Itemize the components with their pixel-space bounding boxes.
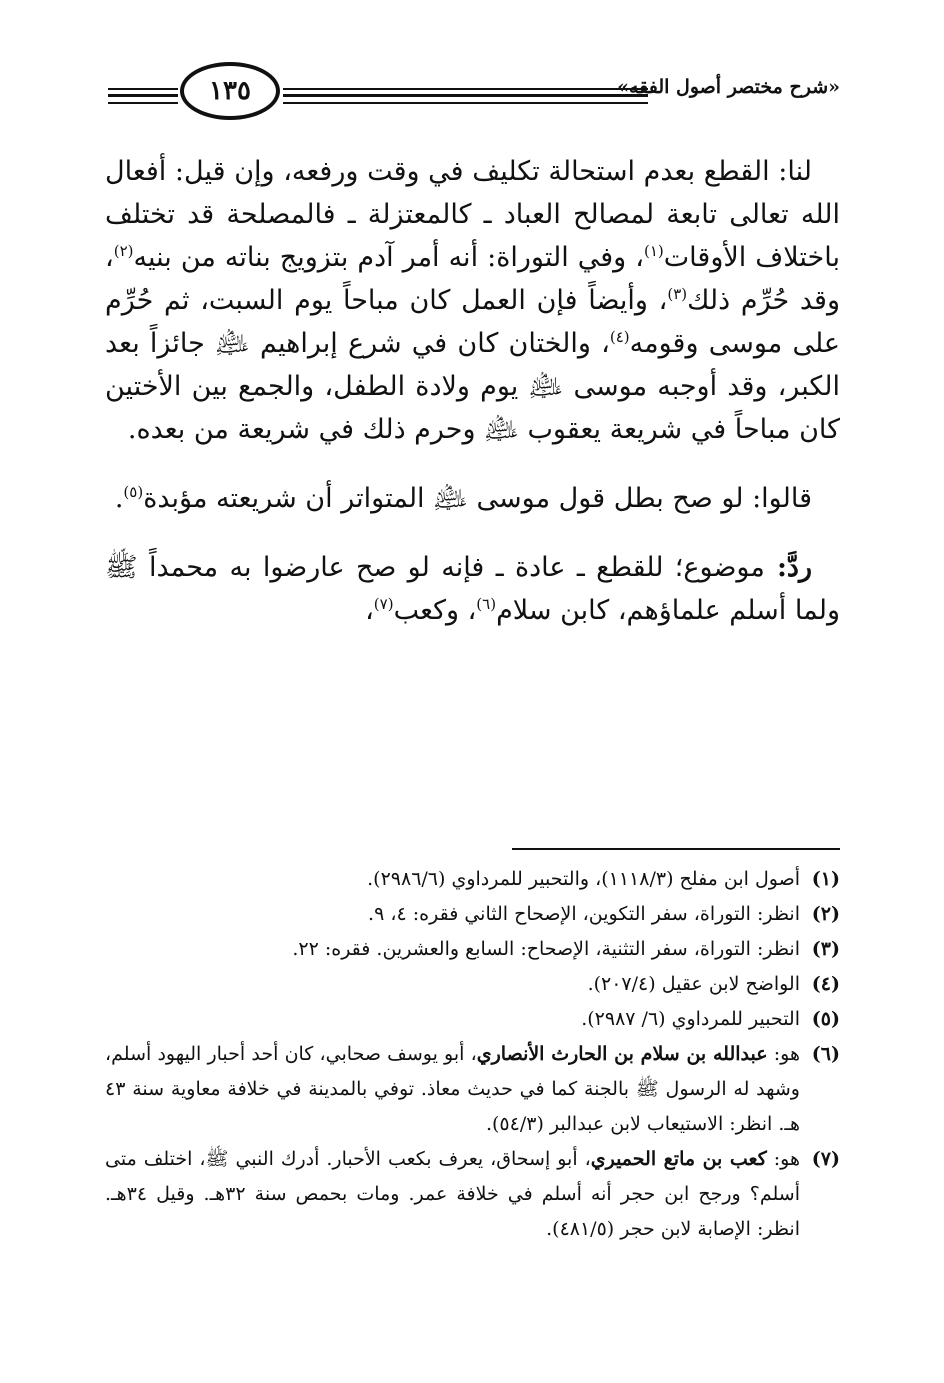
- footnote: [105, 932, 840, 967]
- footnote-number: (٤): [811, 973, 840, 995]
- paragraph: [105, 150, 840, 451]
- bold-text: ردَّ:: [764, 552, 812, 583]
- footnote-text: [105, 1142, 800, 1247]
- text-run: أصول ابن مفلح (١١١٨/٣)، والتحبير للمرداوي (٢٩٨٦/٦).: [367, 868, 800, 890]
- header-rule: [108, 102, 178, 104]
- text-run: ، أبو إسحاق، يعرف بكعب الأحبار. أدرك النبي ﷺ، اختلف متى أسلم؟ ورجح ابن حجر أنه أسلم في خلافة عمر. ومات بحمص سنة ٣٢هـ. وقيل ٣٤هـ. انظر: الإصابة لابن حجر (٤٨١/٥).: [105, 1148, 800, 1240]
- footnote-text: [105, 932, 800, 967]
- footnote-ref: (٢): [113, 242, 134, 260]
- text-run: الواضح لابن عقيل (٢٠٧/٤).: [587, 973, 800, 995]
- text-run: .: [114, 483, 124, 514]
- text-run: ، وقد حُرِّم ذلك: [105, 242, 840, 316]
- header-rule: [108, 88, 178, 90]
- footnote-number: (٣): [811, 938, 840, 960]
- text-run: ، وأيضاً فإن العمل كان مباحاً يوم السبت، ثم حُرِّم على موسى وقومه: [105, 285, 841, 359]
- paragraph: [105, 477, 840, 520]
- text-run: ، أبو يوسف صحابي، كان أحد أحبار اليهود أسلم، وشهد له الرسول ﷺ بالجنة كما في حديث معاذ. توفي بالمدينة في خلافة معاوية سنة ٤٣ هـ. انظر: الاستيعاب لابن عبدالبر (٥٤/٣).: [105, 1043, 800, 1135]
- footnote: [105, 967, 840, 1002]
- footnote-text: [105, 967, 800, 1002]
- footnote-text: [105, 1037, 800, 1142]
- footnote-number: (٦): [811, 1043, 840, 1065]
- page-number: ١٣٥: [180, 62, 280, 120]
- text-run: لنا: القطع بعدم استحالة تكليف في وقت ورفعه، وإن قيل: أفعال الله تعالى تابعة لمصالح العباد ـ كالمعتزلة ـ فالمصلحة قد تختلف باختلاف الأوقات: [105, 156, 840, 273]
- header-rule: [108, 94, 178, 97]
- text-run: انظر: التوراة، سفر التكوين، الإصحاح الثاني فقره: ٤، ٩.: [368, 903, 800, 925]
- bold-text: كعب بن ماتع الحميري: [590, 1148, 767, 1170]
- text-run: التحبير للمرداوي (٦/ ٢٩٨٧).: [581, 1008, 800, 1030]
- footnote-ref: (٣): [667, 285, 688, 303]
- footnote-ref: (٥): [123, 483, 144, 501]
- footnote-ref: (٦): [476, 595, 497, 613]
- header-rule: [283, 88, 648, 90]
- footnote-number: (١): [811, 868, 840, 890]
- footnote-number: (٥): [811, 1008, 840, 1030]
- running-title: «شرح مختصر أصول الفقه»: [617, 76, 840, 98]
- main-text: [105, 150, 840, 632]
- header-rule: [283, 102, 648, 104]
- text-run: موضوع؛ للقطع ـ عادة ـ فإنه لو صح عارضوا به محمداً ﷺ ولما أسلم علماؤهم، كابن سلام: [105, 552, 840, 626]
- text-run: قالوا: لو صح بطل قول موسى ﵇ المتواتر أن شريعته مؤبدة: [143, 483, 812, 514]
- page-header: [108, 62, 840, 126]
- text-run: ، وكعب: [393, 595, 477, 626]
- footnote: [105, 862, 840, 897]
- footnote-text: [105, 897, 800, 932]
- footnote-text: [105, 862, 800, 897]
- footnote-number: (٢): [811, 903, 840, 925]
- footnote: [105, 1002, 840, 1037]
- header-rule: [283, 94, 648, 97]
- text-run: هو:: [766, 1148, 800, 1170]
- footnote: [105, 1142, 840, 1247]
- footnote-divider: [512, 848, 840, 850]
- text-run: هو:: [767, 1043, 801, 1065]
- footnote-number: (٧): [811, 1148, 840, 1170]
- footnote-ref: (١): [643, 242, 664, 260]
- text-run: ، والختان كان في شرع إبراهيم ﵇ جائزاً بعد الكبر، وقد أوجبه موسى ﵇ يوم ولادة الطفل، والجمع بين الأختين كان مباحاً في شريعة يعقوب ﵇ وحرم ذلك في شريعة من بعده.: [105, 328, 840, 445]
- text-run: ،: [365, 595, 374, 626]
- footnote-text: [105, 1002, 800, 1037]
- footnotes: [105, 862, 840, 1247]
- paragraph: [105, 546, 840, 632]
- footnote-ref: (٤): [609, 328, 630, 346]
- footnote-ref: (٧): [373, 595, 394, 613]
- text-run: انظر: التوراة، سفر التثنية، الإصحاح: السابع والعشرين. فقره: ٢٢.: [292, 938, 800, 960]
- text-run: ، وفي التوراة: أنه أمر آدم بتزويج بناته من بنيه: [133, 242, 644, 273]
- footnote: [105, 897, 840, 932]
- bold-text: عبدالله بن سلام بن الحارث الأنصاري: [476, 1043, 768, 1065]
- footnote: [105, 1037, 840, 1142]
